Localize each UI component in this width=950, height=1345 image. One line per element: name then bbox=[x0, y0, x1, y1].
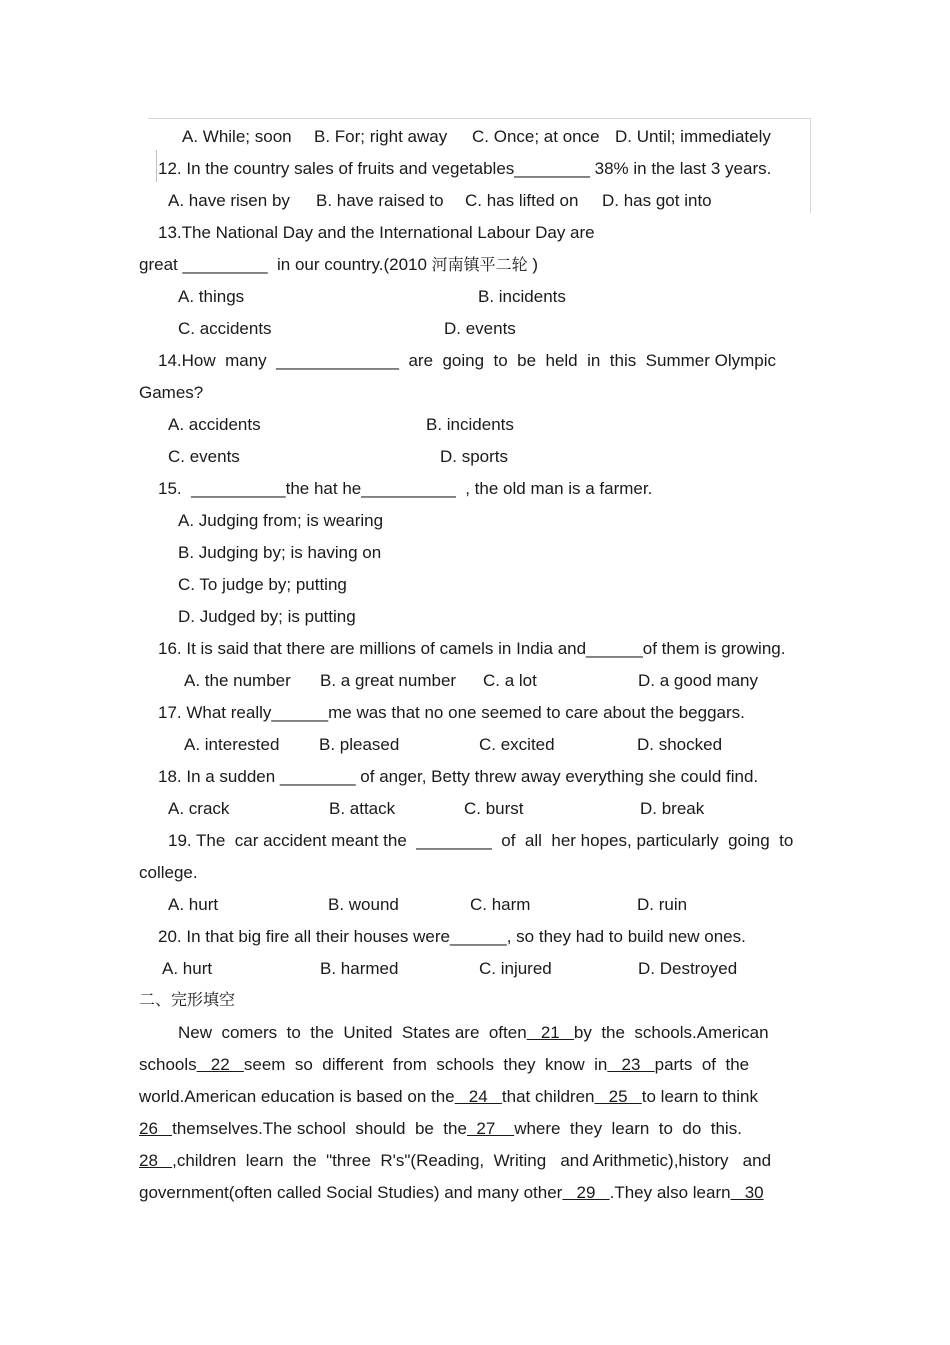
q14-stem-line1: 14.How many _____________ are going to be held in this Summer Olympic bbox=[158, 351, 777, 370]
q17-option-b: B. pleased bbox=[319, 735, 400, 754]
q17-option-d: D. shocked bbox=[637, 735, 723, 754]
passage-text: to learn to think bbox=[641, 1087, 759, 1106]
q15-option-c: C. To judge by; putting bbox=[178, 575, 347, 594]
passage-line-5 bbox=[139, 1151, 771, 1171]
q13-option-b: B. incidents bbox=[478, 287, 566, 306]
passage-line-2 bbox=[139, 1055, 749, 1075]
q11-option-a: A. While; soon bbox=[182, 127, 292, 146]
q15-option-d: D. Judged by; is putting bbox=[178, 607, 356, 626]
q13-option-c: C. accidents bbox=[178, 319, 272, 338]
q13-stem-line1: 13.The National Day and the International Labour Day are bbox=[158, 223, 595, 242]
blank-30: 30 bbox=[730, 1183, 764, 1202]
passage-text: world.American education is based on the bbox=[139, 1087, 455, 1106]
frame-right-border bbox=[810, 118, 811, 213]
blank-21: 21 bbox=[526, 1023, 574, 1042]
passage-text: parts of the bbox=[654, 1055, 750, 1074]
passage-text: seem so different from schools they know in bbox=[243, 1055, 608, 1074]
q20-option-d: D. Destroyed bbox=[638, 959, 738, 978]
q12-option-b: B. have raised to bbox=[316, 191, 444, 210]
blank-26: 26 bbox=[139, 1119, 173, 1138]
blank-25: 25 bbox=[594, 1087, 642, 1106]
q13-option-d: D. events bbox=[444, 319, 516, 338]
q18-option-b: B. attack bbox=[329, 799, 396, 818]
q19-option-b: B. wound bbox=[328, 895, 399, 914]
q13-stem-pre: great _________ in our country.(2010 bbox=[139, 255, 432, 274]
passage-text: ,children learn the "three R's"(Reading, Writing and Arithmetic),history and bbox=[172, 1151, 772, 1170]
q14-stem-line2: Games? bbox=[139, 383, 204, 402]
q19-option-d: D. ruin bbox=[637, 895, 688, 914]
passage-line-1 bbox=[178, 1023, 769, 1043]
q20-option-a: A. hurt bbox=[162, 959, 213, 978]
q14-option-a: A. accidents bbox=[168, 415, 261, 434]
q18-option-c: C. burst bbox=[464, 799, 524, 818]
q12-stem: 12. In the country sales of fruits and vegetables________ 38% in the last 3 years. bbox=[158, 159, 772, 178]
frame-top-border bbox=[148, 118, 810, 119]
q13-stem-post: ) bbox=[527, 255, 539, 274]
passage-text: schools bbox=[139, 1055, 197, 1074]
q14-option-c: C. events bbox=[168, 447, 240, 466]
section-heading-cloze: 二、完形填空 bbox=[139, 990, 236, 1009]
q20-option-b: B. harmed bbox=[320, 959, 399, 978]
q16-stem: 16. It is said that there are millions of camels in India and______of them is growing. bbox=[158, 639, 786, 658]
q15-option-b: B. Judging by; is having on bbox=[178, 543, 382, 562]
q16-option-b: B. a great number bbox=[320, 671, 457, 690]
q11-option-d: D. Until; immediately bbox=[615, 127, 771, 146]
q16-option-d: D. a good many bbox=[638, 671, 759, 690]
q17-stem: 17. What really______me was that no one seemed to care about the beggars. bbox=[158, 703, 745, 722]
q11-option-b: B. For; right away bbox=[314, 127, 448, 146]
blank-24: 24 bbox=[454, 1087, 502, 1106]
q18-option-a: A. crack bbox=[168, 799, 230, 818]
passage-line-6 bbox=[139, 1183, 764, 1203]
q18-option-d: D. break bbox=[640, 799, 705, 818]
q19-option-a: A. hurt bbox=[168, 895, 219, 914]
frame-left-border bbox=[156, 150, 157, 182]
q20-stem: 20. In that big fire all their houses were______, so they had to build new ones. bbox=[158, 927, 746, 946]
passage-text: where they learn to do this. bbox=[514, 1119, 742, 1138]
passage-line-4 bbox=[139, 1119, 742, 1139]
q11-option-c: C. Once; at once bbox=[472, 127, 600, 146]
q19-option-c: C. harm bbox=[470, 895, 531, 914]
q19-stem-line2: college. bbox=[139, 863, 198, 882]
blank-23: 23 bbox=[607, 1055, 655, 1074]
q16-option-a: A. the number bbox=[184, 671, 291, 690]
blank-22: 22 bbox=[196, 1055, 244, 1074]
q20-option-c: C. injured bbox=[479, 959, 552, 978]
q13-source-cn: 河南镇平二轮 bbox=[431, 255, 528, 274]
passage-text: by the schools.American bbox=[573, 1023, 769, 1042]
q12-option-d: D. has got into bbox=[602, 191, 712, 210]
q15-stem: 15. __________the hat he__________ , the old man is a farmer. bbox=[158, 479, 653, 498]
blank-29: 29 bbox=[562, 1183, 610, 1202]
q19-stem-line1: 19. The car accident meant the ________ of all her hopes, particularly going to bbox=[168, 831, 794, 850]
blank-27: 27 bbox=[466, 1119, 515, 1138]
blank-28: 28 bbox=[139, 1151, 173, 1170]
q18-stem: 18. In a sudden ________ of anger, Betty threw away everything she could find. bbox=[158, 767, 759, 786]
passage-text: themselves.The school should be the bbox=[172, 1119, 467, 1138]
passage-text: that children bbox=[501, 1087, 595, 1106]
q12-option-a: A. have risen by bbox=[168, 191, 290, 210]
passage-line-3 bbox=[139, 1087, 758, 1107]
q12-option-c: C. has lifted on bbox=[465, 191, 579, 210]
passage-text: .They also learn bbox=[609, 1183, 731, 1202]
q17-option-a: A. interested bbox=[184, 735, 280, 754]
q17-option-c: C. excited bbox=[479, 735, 555, 754]
q13-stem-line2 bbox=[139, 255, 538, 275]
q14-option-b: B. incidents bbox=[426, 415, 514, 434]
q13-option-a: A. things bbox=[178, 287, 245, 306]
passage-text: government(often called Social Studies) and many other bbox=[139, 1183, 563, 1202]
q14-option-d: D. sports bbox=[440, 447, 509, 466]
q16-option-c: C. a lot bbox=[483, 671, 537, 690]
passage-text: New comers to the United States are often bbox=[178, 1023, 527, 1042]
q15-option-a: A. Judging from; is wearing bbox=[178, 511, 384, 530]
